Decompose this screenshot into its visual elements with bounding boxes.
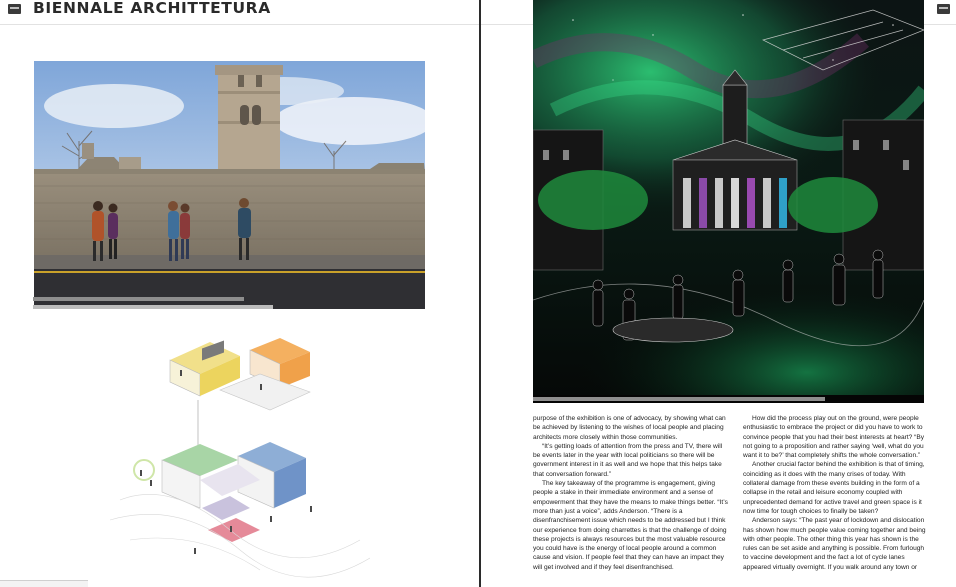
- axonometric-illustration: [110, 330, 370, 580]
- caption-bar: [33, 297, 244, 301]
- article-body: [533, 414, 928, 587]
- right-page: [481, 0, 956, 587]
- aurora-graphic: [533, 0, 924, 403]
- paragraph: The key takeaway of the programme is engagement, giving people a stake in their immediate environment and a sense of empowerment that they have the means to make things better. “It’s more than just a voice”, adds Anderson. “There is a disenfranchisement issue which needs to be addressed but I think our experience from doing charrettes is that the challenge of doing these projects is always resources but the most valuable resource you could have is the energy of local people around a common cause and vision. If people feel that they can have an impact they will get involved and if they feel disenfranchised.: [533, 480, 728, 571]
- paragraph: Another crucial factor behind the exhibition is that of timing, coinciding as it does with the many crises of today. With collateral damage from these events building in the form of a collapse in the retail and leisure economy coupled with unprecedented demand for active travel and green space is it now time for tough choices to finally be taken?: [743, 461, 925, 515]
- article-column-1: [533, 414, 729, 587]
- street-photo: [34, 61, 425, 309]
- axonometric-graphic: [110, 330, 370, 580]
- caption-bar: [533, 397, 825, 401]
- paragraph: purpose of the exhibition is one of advocacy, by showing what can be achieved by listening to the wishes of local people and placing architects more closely within those communities.: [533, 415, 726, 441]
- article-column-2: [743, 414, 930, 587]
- header-rule: [0, 24, 479, 25]
- magazine-title: BIENNALE ARCHITTETURA: [33, 0, 271, 17]
- page-tab-icon: [8, 4, 21, 14]
- street-photo-graphic: [34, 61, 425, 309]
- paragraph: “It’s getting loads of attention from the press and TV, there will be events later in the year with local politicians so there will be government interest in it as well and we hope that this helps take that conversation forward.”: [533, 442, 723, 478]
- aurora-illustration: [533, 0, 924, 403]
- bottom-strip: [0, 580, 88, 587]
- paragraph: How did the process play out on the ground, were people enthusiastic to embrace the project or did you have to work to convince people that you had their best interests at heart? “By not going to a proposition and rather saying ‘well, what do you want it to be?’ that completely shifts the whole conversation.”: [743, 415, 925, 460]
- paragraph: Anderson says: “The past year of lockdown and dislocation has shown how much people value coming together and being with other people. The other thing this year has shown is the rules can be set aside and anything is possible. From furlough to vaccine development and the fact a lot of cycle lanes appeared virtually overnight. If you walk around any town or: [743, 517, 926, 571]
- page-tab-icon: [937, 4, 950, 14]
- caption-bar: [33, 305, 273, 309]
